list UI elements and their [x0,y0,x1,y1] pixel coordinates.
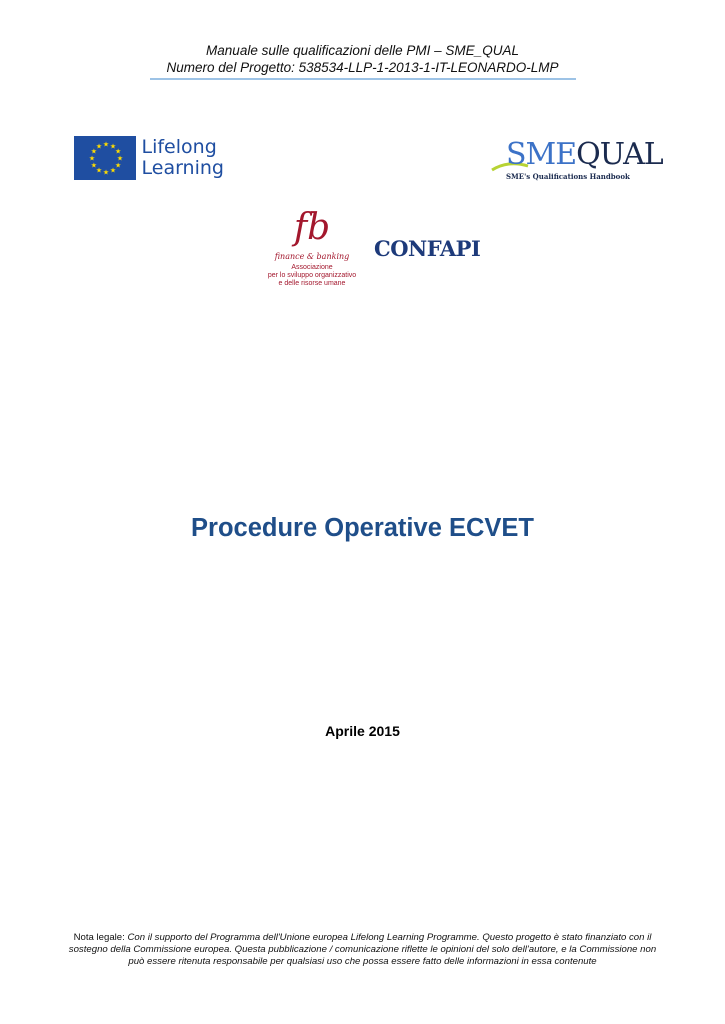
eu-flag-icon [74,136,136,180]
sme-word: SME [506,137,577,172]
lifelong-learning-logo [74,133,224,183]
manual-title: Manuale sulle qualificazioni delle PMI – SME_QUAL [206,43,519,58]
eu-star-icon: ★ [90,162,98,170]
qual-word: QUAL [576,137,663,172]
legal-note-text: Con il supporto del Programma dell'Unione europea Lifelong Learning Programme. Questo progetto è stato finanziato con il sostegno della Commissione europea. Questa pubblicazione / comunicazione riflette le opinioni del solo dell'autore, e la Commissione non può essere ritenuta responsabile per qualsiasi uso che possa essere fatto delle informazioni in essa contenute [68,932,657,967]
document-title: Procedure Operative ECVET [191,514,534,542]
fb-mark: fb [293,207,331,248]
smequal-subtitle: SME's Qualifications Handbook [506,172,630,181]
document-date: Aprile 2015 [325,723,400,739]
eu-star-icon: ★ [114,162,122,170]
smequal-logo [490,137,663,186]
eu-star-icon: ★ [90,148,98,156]
confapi-logo: CONFAPI [374,236,481,261]
eu-star-icon: ★ [102,169,110,177]
fb-logo [262,208,362,303]
project-number: Numero del Progetto: 538534-LLP-1-2013-1-IT-LEONARDO-LMP [166,60,559,75]
eu-star-icon: ★ [95,167,103,175]
eu-star-icon: ★ [95,143,103,151]
eu-star-icon: ★ [114,148,122,156]
eu-star-icon: ★ [116,155,124,163]
learning-label: Learning [141,157,224,179]
eu-star-icon: ★ [109,143,117,151]
legal-note-label: Nota legale: [73,932,125,943]
eu-star-icon: ★ [109,167,117,175]
header-underline [150,78,576,80]
fb-assoc-line2: per lo sviluppo organizzativo [267,272,357,279]
eu-star-icon: ★ [88,155,96,163]
fb-assoc-line1: Associazione [291,264,333,271]
eu-star-icon: ★ [102,141,110,149]
document-header [0,42,725,76]
fb-assoc-line3: e delle risorse umane [278,280,346,287]
legal-note [60,932,665,968]
fb-subtitle: finance & banking [274,252,350,261]
lifelong-label: Lifelong [141,136,217,158]
